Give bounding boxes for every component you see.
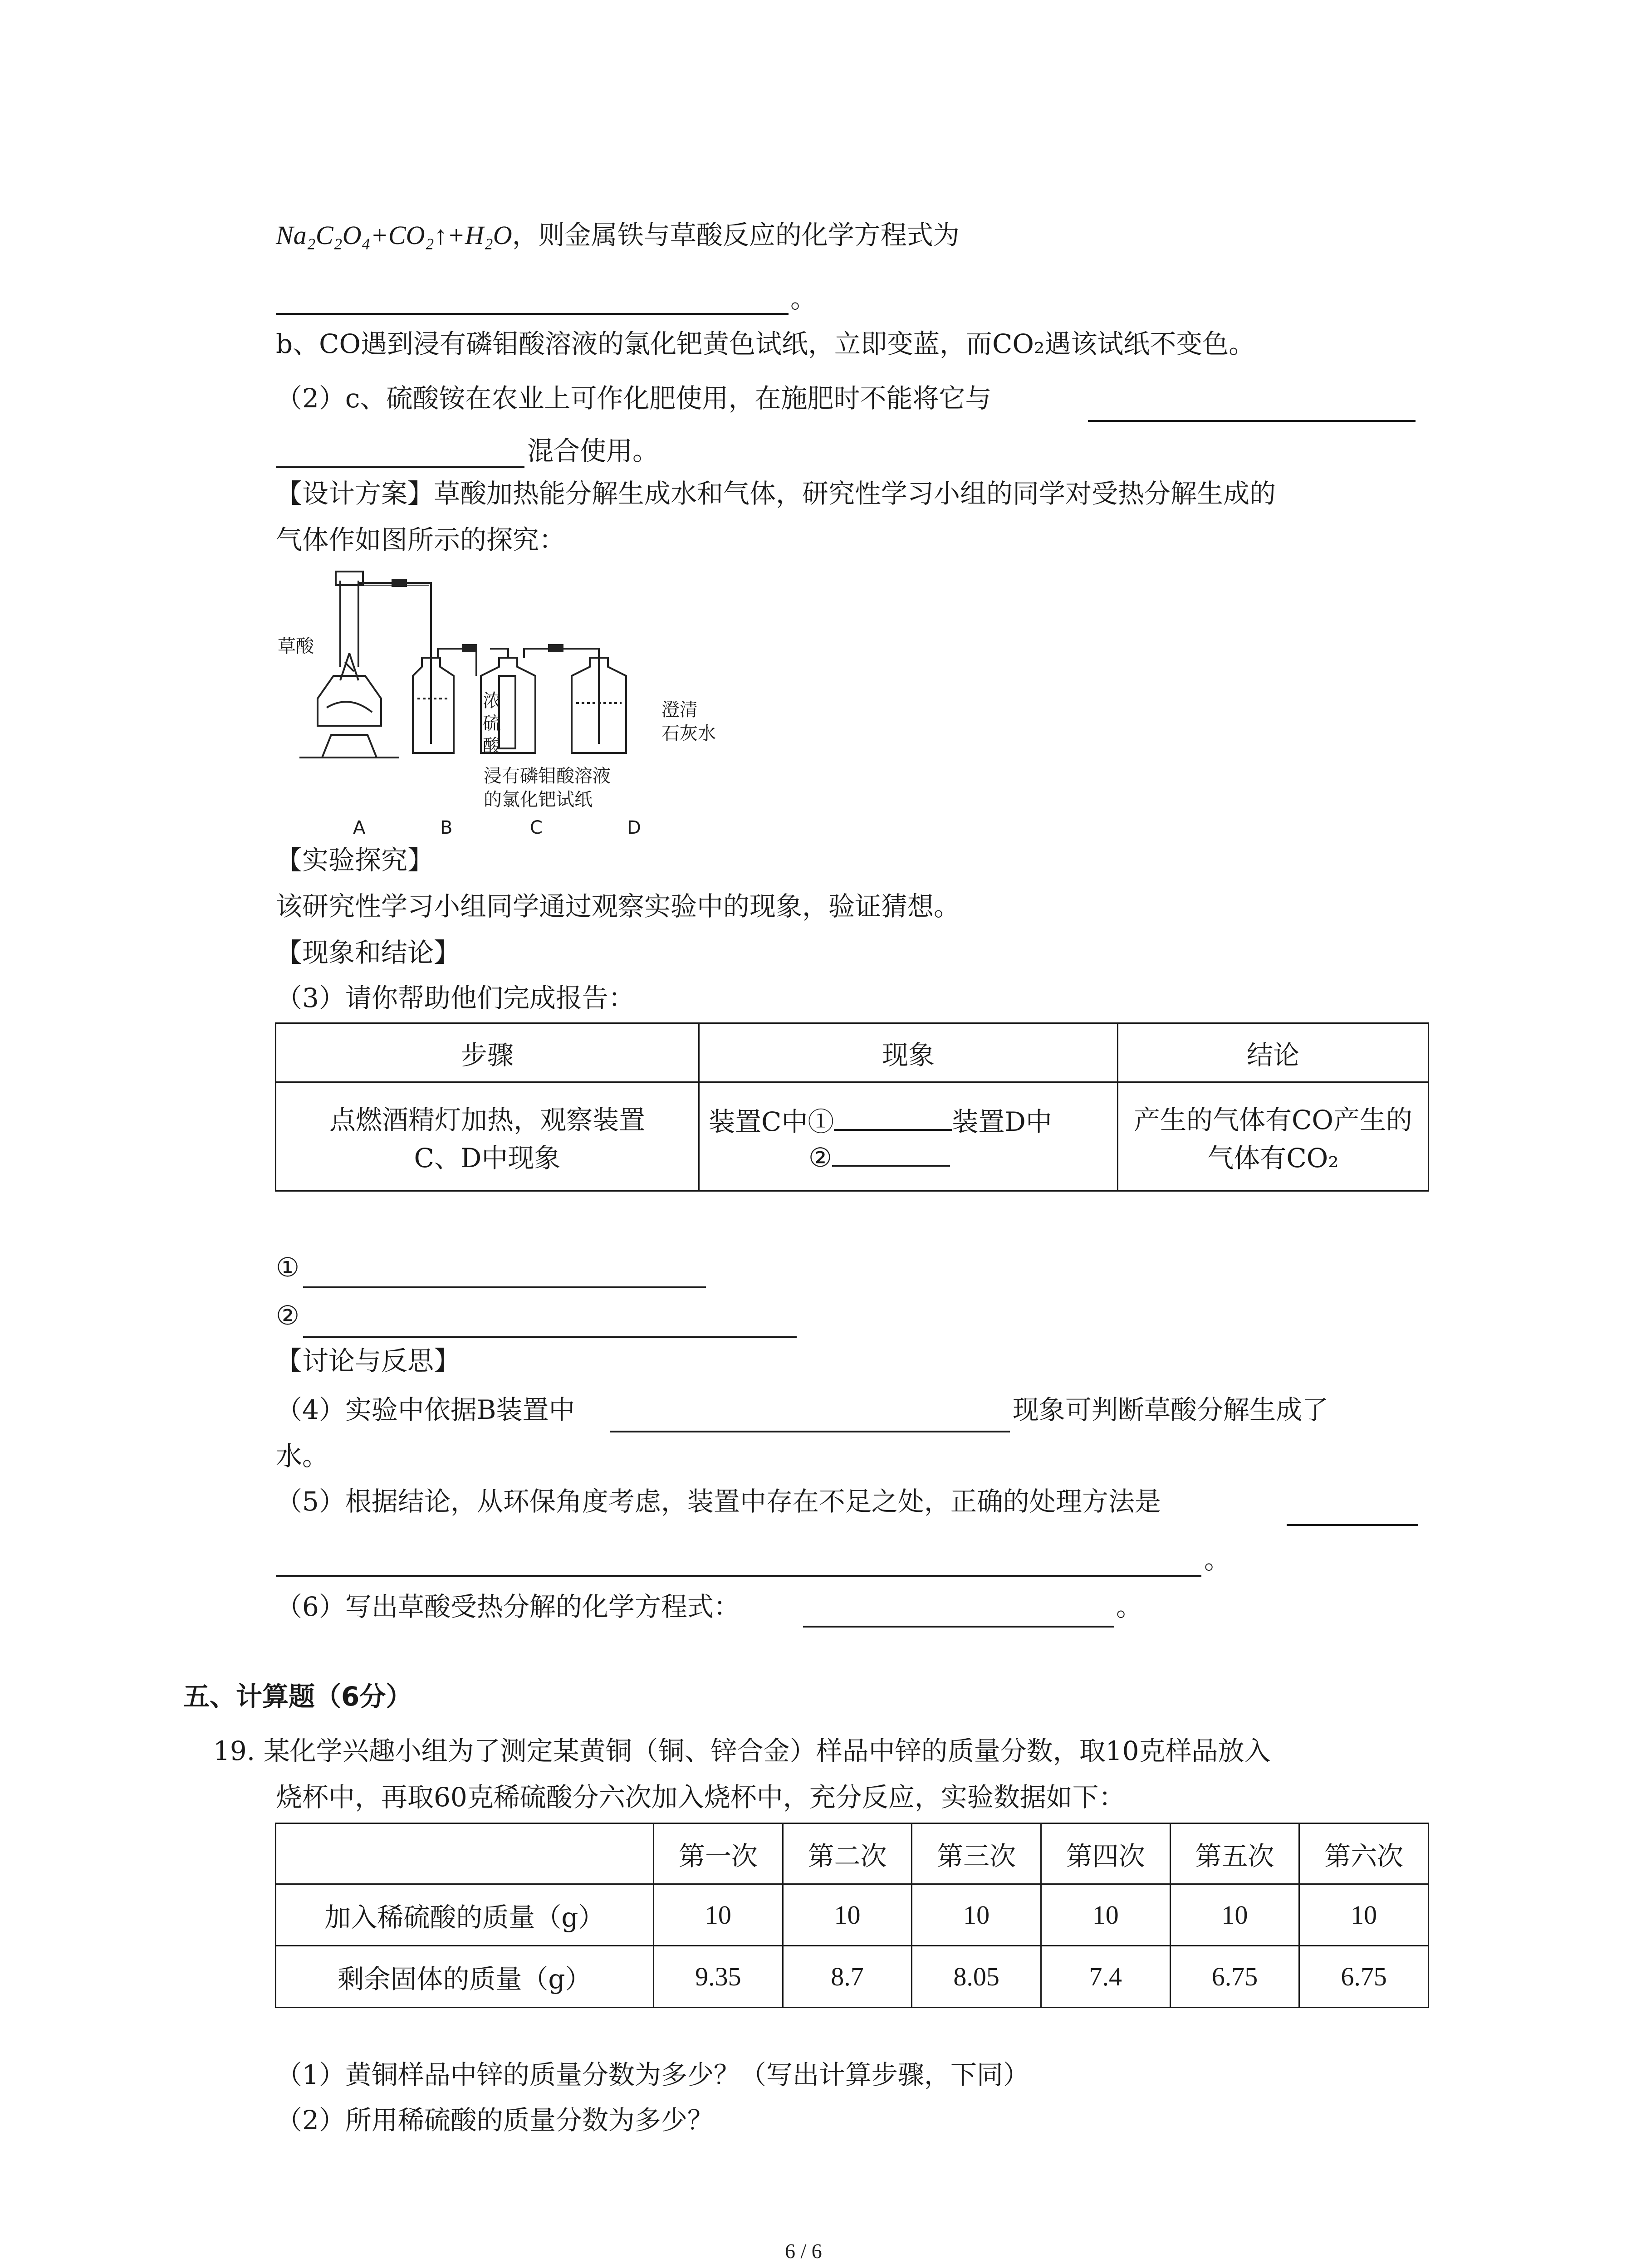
page-number: 6 / 6	[785, 2239, 822, 2263]
label-acid: 酸	[483, 736, 501, 757]
table-cell: 10	[1041, 1884, 1170, 1946]
table-header: 第四次	[1041, 1823, 1170, 1884]
question-6: （6）写出草酸受热分解的化学方程式：	[276, 1591, 740, 1622]
data-table	[275, 1823, 1429, 2008]
intro-line-1	[276, 217, 960, 254]
table-header: 第二次	[783, 1823, 912, 1884]
table-cell: 10	[912, 1884, 1041, 1946]
cell-line: 气体有CO₂	[1207, 1142, 1339, 1173]
heading-explore: 【实验探究】	[276, 845, 434, 875]
answer-blank[interactable]	[276, 1573, 1201, 1577]
table-cell: 10	[1170, 1884, 1299, 1946]
heading-results: 【现象和结论】	[276, 937, 460, 968]
phenomenon-1: 装置C中①	[709, 1106, 834, 1137]
period: 。	[1204, 1544, 1231, 1575]
intro-text: ，则金属铁与草酸反应的化学方程式为	[512, 220, 960, 250]
answer-blank[interactable]	[832, 1139, 950, 1167]
answer-blank[interactable]	[610, 1429, 1010, 1432]
question-2-cont: 混合使用。	[527, 435, 659, 466]
table-cell: 6.75	[1170, 1946, 1299, 2008]
cell-line	[709, 1139, 1108, 1173]
table-cell: 10	[1299, 1884, 1429, 1946]
row-label: 加入稀硫酸的质量（g）	[276, 1884, 654, 1946]
table-cell: 6.75	[1299, 1946, 1429, 2008]
table-header: 第六次	[1299, 1823, 1429, 1884]
label-b: B	[440, 817, 453, 838]
cell-line	[709, 1100, 1108, 1139]
table-header: 结论	[1118, 1023, 1429, 1082]
cell-line: 点燃酒精灯加热，观察装置	[329, 1104, 645, 1135]
table-cell	[699, 1082, 1118, 1191]
table-cell: 8.05	[912, 1946, 1041, 2008]
table-cell: 7.4	[1041, 1946, 1170, 2008]
report-table	[275, 1022, 1429, 1192]
phenomenon-2: ②	[808, 1142, 832, 1173]
answer-1-marker: ①	[276, 1252, 299, 1283]
table-header: 第一次	[654, 1823, 783, 1884]
table-header	[276, 1823, 654, 1884]
cell-line: 产生的气体有CO产生的	[1134, 1104, 1412, 1135]
question-4-cont: 水。	[276, 1441, 329, 1471]
label-a: A	[353, 817, 366, 838]
answer-blank[interactable]	[1088, 418, 1416, 422]
answer-blank[interactable]	[803, 1624, 1114, 1628]
period: 。	[790, 283, 817, 314]
question-19-line-1: 19. 某化学兴趣小组为了测定某黄铜（铜、锌合金）样品中锌的质量分数，取10克样品放入	[213, 1735, 1271, 1766]
answer-blank[interactable]	[276, 311, 789, 315]
sub-question-1: （1）黄铜样品中锌的质量分数为多少？（写出计算步骤，下同）	[276, 2059, 1029, 2090]
question-19-line-2: 烧杯中，再取60克稀硫酸分六次加入烧杯中，充分反应，实验数据如下：	[276, 1782, 1125, 1813]
design-line-2: 气体作如图所示的探究：	[276, 524, 566, 555]
label-paper-1: 浸有磷钼酸溶液	[484, 766, 611, 787]
table-header: 第五次	[1170, 1823, 1299, 1884]
label-paper-2: 的氯化钯试纸	[484, 789, 593, 810]
table-cell: 10	[783, 1884, 912, 1946]
label-limewater-2: 石灰水	[661, 723, 716, 744]
label-sulfuric: 硫	[483, 713, 501, 734]
answer-2-marker: ②	[276, 1300, 299, 1331]
label-limewater-1: 澄清	[661, 699, 698, 720]
answer-blank[interactable]	[1287, 1522, 1418, 1526]
label-c: C	[530, 817, 543, 838]
heading-discussion: 【讨论与反思】	[276, 1345, 460, 1376]
table-cell: 10	[654, 1884, 783, 1946]
table-cell: 8.7	[783, 1946, 912, 2008]
section-title: 五、计算题（6分）	[183, 1681, 412, 1712]
table-cell	[276, 1082, 699, 1191]
question-4-tail: 现象可判断草酸分解生成了	[1013, 1394, 1329, 1425]
formula: Na₂C₂O₄+CO₂↑+H₂O	[276, 220, 512, 250]
label-conc: 浓	[483, 690, 501, 711]
table-header: 现象	[699, 1023, 1118, 1082]
explore-text: 该研究性学习小组同学通过观察实验中的现象，验证猜想。	[276, 891, 960, 922]
phenomenon-d: 装置D中	[952, 1106, 1052, 1137]
answer-blank[interactable]	[303, 1285, 706, 1288]
label-oxalic-acid: 草酸	[278, 636, 314, 657]
answer-blank[interactable]	[303, 1334, 797, 1338]
sub-question-2: （2）所用稀硫酸的质量分数为多少？	[276, 2105, 714, 2136]
answer-blank[interactable]	[276, 464, 524, 468]
question-2: （2）c、硫酸铵在农业上可作化肥使用，在施肥时不能将它与	[276, 383, 992, 414]
table-header: 第三次	[912, 1823, 1041, 1884]
period: 。	[1116, 1591, 1143, 1622]
question-5: （5）根据结论，从环保角度考虑，装置中存在不足之处，正确的处理方法是	[276, 1486, 1161, 1517]
table-cell	[1118, 1082, 1429, 1191]
question-4: （4）实验中依据B装置中	[276, 1394, 575, 1425]
table-header: 步骤	[276, 1023, 699, 1082]
label-d: D	[627, 817, 641, 838]
design-line-1: 【设计方案】草酸加热能分解生成水和气体，研究性学习小组的同学对受热分解生成的	[276, 478, 1276, 509]
cell-line: C、D中现象	[414, 1142, 561, 1173]
question-3: （3）请你帮助他们完成报告：	[276, 982, 635, 1013]
table-cell: 9.35	[654, 1946, 783, 2008]
intro-line-3: b、CO遇到浸有磷钼酸溶液的氯化钯黄色试纸，立即变蓝，而CO₂遇该试纸不变色。	[276, 328, 1255, 359]
answer-blank[interactable]	[834, 1103, 952, 1131]
row-label: 剩余固体的质量（g）	[276, 1946, 654, 2008]
